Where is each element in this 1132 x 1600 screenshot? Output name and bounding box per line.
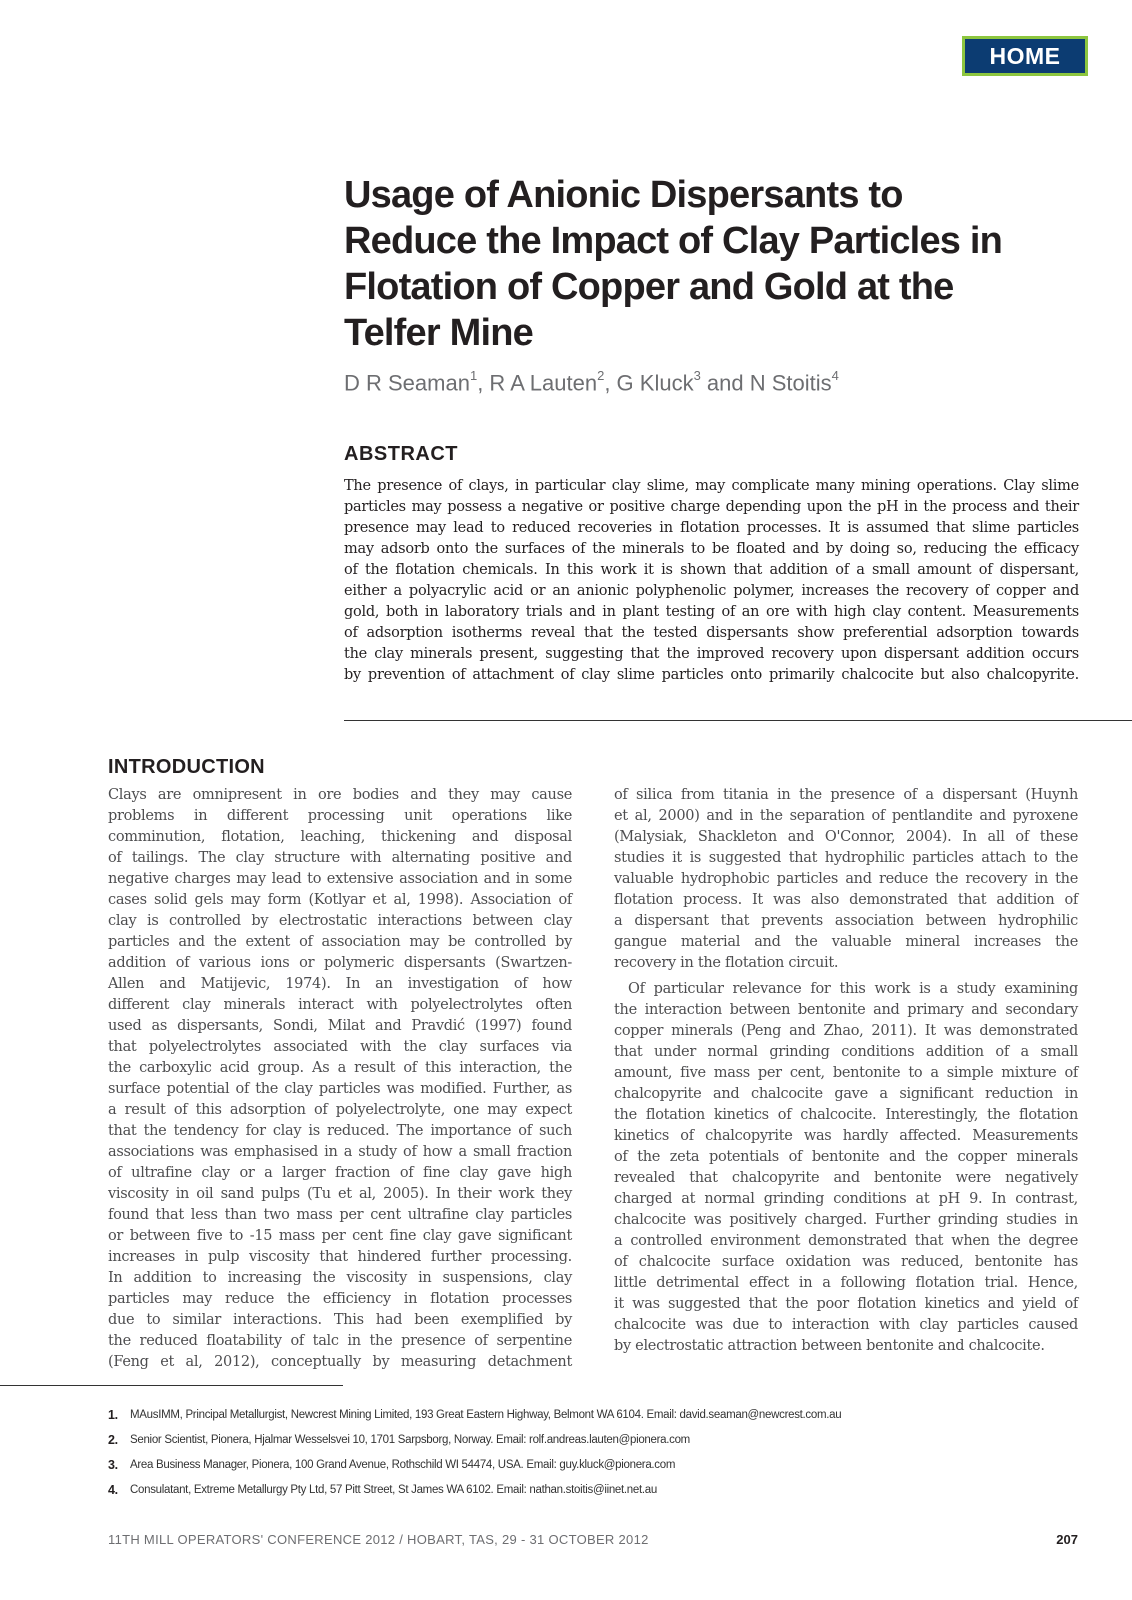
footnote-number: 4. xyxy=(108,1482,118,1497)
text-line: amount, five mass per cent, bentonite to a simple mixture of xyxy=(614,1065,1078,1081)
text-line: cases solid gels may form (Kotlyar et al, 1998). Association of xyxy=(108,892,572,908)
text-line: copper minerals (Peng and Zhao, 2011). It was demonstrated xyxy=(614,1023,1078,1039)
text-line: associations was emphasised in a study of how a small fraction xyxy=(108,1144,572,1160)
footnote-divider xyxy=(0,1385,343,1386)
text-line: a dispersant that prevents association between hydrophilic xyxy=(614,913,1078,929)
text-line: revealed that chalcopyrite and bentonite were negatively xyxy=(614,1170,1078,1186)
author-name: R A Lauten xyxy=(489,370,598,396)
author-separator: and xyxy=(700,370,750,396)
text-line: chalcopyrite and chalcocite gave a significant reduction in xyxy=(614,1086,1078,1102)
title-line: Telfer Mine xyxy=(344,312,533,354)
text-line: different clay minerals interact with polyelectrolytes often xyxy=(108,997,572,1013)
page-number: 207 xyxy=(1056,1532,1078,1547)
text-line: of the zeta potentials of bentonite and the copper minerals xyxy=(614,1149,1078,1165)
text-line: the carboxylic acid group. As a result of this interaction, the xyxy=(108,1060,572,1076)
footnote-number: 1. xyxy=(108,1407,118,1422)
text-line: (Feng et al, 2012), conceptually by measuring detachment xyxy=(108,1354,572,1370)
text-line: flotation process. It was also demonstrated that addition of xyxy=(614,892,1078,908)
conference-footer: 11TH MILL OPERATORS' CONFERENCE 2012 / HOBART, TAS, 29 - 31 OCTOBER 2012 xyxy=(108,1532,649,1547)
section-divider xyxy=(344,720,1132,721)
abstract-body xyxy=(344,476,1079,686)
abstract-line: may adsorb onto the surfaces of the minerals to be floated and by doing so, reducing the efficacy xyxy=(344,541,1079,557)
text-line: of ultrafine clay or a larger fraction of fine clay gave high xyxy=(108,1165,572,1181)
title-line: Flotation of Copper and Gold at the xyxy=(344,266,954,308)
footnote-text: Area Business Manager, Pionera, 100 Grand Avenue, Rothschild WI 54474, USA. Email: guy.kluck@pionera.com xyxy=(130,1458,676,1471)
footnote-text: MAusIMM, Principal Metallurgist, Newcrest Mining Limited, 193 Great Eastern Highway, Belmont WA 6104. Email: david.seaman@newcrest.com.au xyxy=(130,1408,842,1421)
text-line: surface potential of the clay particles was modified. Further, as xyxy=(108,1081,572,1097)
introduction-paragraph xyxy=(614,979,1078,1357)
text-line: due to similar interactions. This had been exemplified by xyxy=(108,1312,572,1328)
footnote-text: Senior Scientist, Pionera, Hjalmar Wesselsvei 10, 1701 Sarpsborg, Norway. Email: rolf.andreas.lauten@pionera.com xyxy=(130,1433,690,1446)
text-line: gangue material and the valuable mineral increases the xyxy=(614,934,1078,950)
abstract-heading: ABSTRACT xyxy=(344,443,458,465)
footnote xyxy=(108,1452,1008,1477)
author-affiliation-mark: 4 xyxy=(831,368,839,383)
author-name: D R Seaman xyxy=(344,370,470,396)
footnote-number: 3. xyxy=(108,1457,118,1472)
text-line: the reduced floatability of talc in the presence of serpentine xyxy=(108,1333,572,1349)
text-line: of tailings. The clay structure with alternating positive and xyxy=(108,850,572,866)
abstract-line: either a polyacrylic acid or an anionic polyphenolic polymer, increases the recovery of copper and xyxy=(344,583,1079,599)
text-line: the flotation kinetics of chalcocite. Interestingly, the flotation xyxy=(614,1107,1078,1123)
text-line: a result of this adsorption of polyelectrolyte, one may expect xyxy=(108,1102,572,1118)
abstract-line: gold, both in laboratory trials and in plant testing of an ore with high clay content. Measurements xyxy=(344,604,1079,620)
text-line: (Malysiak, Shackleton and O'Connor, 2004). In all of these xyxy=(614,829,1078,845)
text-line: Allen and Matijevic, 1974). In an investigation of how xyxy=(108,976,572,992)
abstract-line: the clay minerals present, suggesting that the improved recovery upon dispersant addition occurs xyxy=(344,646,1079,662)
introduction-paragraph xyxy=(614,785,1078,974)
text-line: addition of various ions or polymeric dispersants (Swartzen- xyxy=(108,955,572,971)
text-line: particles and the extent of association may be controlled by xyxy=(108,934,572,950)
text-line: of chalcocite surface oxidation was reduced, bentonite has xyxy=(614,1254,1078,1270)
abstract-line: by prevention of attachment of clay slime particles onto primarily chalcocite but also chalcopyrite. xyxy=(344,667,1079,683)
footnote-number: 2. xyxy=(108,1432,118,1447)
text-line: that under normal grinding conditions addition of a small xyxy=(614,1044,1078,1060)
introduction-heading: INTRODUCTION xyxy=(108,756,265,778)
author-affiliation-mark: 3 xyxy=(693,368,701,383)
text-line: Clays are omnipresent in ore bodies and they may cause xyxy=(108,787,572,803)
abstract-line: The presence of clays, in particular clay slime, may complicate many mining operations. Clay slime xyxy=(344,478,1079,494)
abstract-line: of the flotation chemicals. In this work it is shown that addition of a small amount of dispersant, xyxy=(344,562,1079,578)
text-line: recovery in the flotation circuit. xyxy=(614,955,839,971)
text-line: particles may reduce the efficiency in flotation processes xyxy=(108,1291,572,1307)
paper-title xyxy=(344,172,1064,356)
footnote xyxy=(108,1402,1008,1427)
introduction-left-column xyxy=(108,785,572,1373)
text-line: negative charges may lead to extensive association and in some xyxy=(108,871,572,887)
footnote xyxy=(108,1477,1008,1502)
text-line: chalcocite was positively charged. Further grinding studies in xyxy=(614,1212,1078,1228)
text-line: In addition to increasing the viscosity in suspensions, clay xyxy=(108,1270,572,1286)
text-line: used as dispersants, Sondi, Milat and Pravdić (1997) found xyxy=(108,1018,572,1034)
text-line: that the tendency for clay is reduced. The importance of such xyxy=(108,1123,572,1139)
author-name: G Kluck xyxy=(616,370,694,396)
author-affiliation-mark: 1 xyxy=(469,368,478,383)
text-line: increases in pulp viscosity that hindered further processing. xyxy=(108,1249,572,1265)
home-button[interactable]: HOME xyxy=(962,36,1088,76)
author-name: N Stoitis xyxy=(749,370,832,396)
text-line: the interaction between bentonite and primary and secondary xyxy=(614,1002,1078,1018)
author-affiliation-mark: 2 xyxy=(597,368,605,383)
text-line: little detrimental effect in a following flotation trial. Hence, xyxy=(614,1275,1078,1291)
text-line: et al, 2000) and in the separation of pentlandite and pyroxene xyxy=(614,808,1078,824)
text-line: kinetics of chalcopyrite was hardly affected. Measurements xyxy=(614,1128,1078,1144)
text-line: clay is controlled by electrostatic interactions between clay xyxy=(108,913,572,929)
footnotes xyxy=(108,1402,1008,1502)
abstract-line: particles may possess a negative or positive charge depending upon the pH in the process and their xyxy=(344,499,1079,515)
title-line: Usage of Anionic Dispersants to xyxy=(344,174,903,216)
text-line: studies it is suggested that hydrophilic particles attach to the xyxy=(614,850,1078,866)
text-line: problems in different processing unit operations like xyxy=(108,808,572,824)
abstract-line: of adsorption isotherms reveal that the tested dispersants show preferential adsorption towards xyxy=(344,625,1079,641)
text-line: charged at normal grinding conditions at pH 9. In contrast, xyxy=(614,1191,1078,1207)
text-line: Of particular relevance for this work is a study examining xyxy=(628,981,1078,997)
introduction-right-column xyxy=(614,785,1078,1357)
footnote xyxy=(108,1427,1008,1452)
text-line: it was suggested that the poor flotation kinetics and yield of xyxy=(614,1296,1078,1312)
text-line: chalcocite was due to interaction with clay particles caused xyxy=(614,1317,1078,1333)
author-separator: , xyxy=(604,370,617,396)
text-line: of silica from titania in the presence of a dispersant (Huynh xyxy=(614,787,1078,803)
footnote-text: Consulatant, Extreme Metallurgy Pty Ltd, 57 Pitt Street, St James WA 6102. Email: nathan.stoitis@iinet.net.au xyxy=(130,1483,657,1496)
text-line: valuable hydrophobic particles and reduce the recovery in the xyxy=(614,871,1078,887)
title-line: Reduce the Impact of Clay Particles in xyxy=(344,220,1003,262)
author-separator: , xyxy=(477,370,490,396)
text-line: a controlled environment demonstrated that when the degree xyxy=(614,1233,1078,1249)
text-line: or between five to -15 mass per cent fine clay gave significant xyxy=(108,1228,572,1244)
text-line: found that less than two mass per cent ultrafine clay particles xyxy=(108,1207,572,1223)
author-list xyxy=(344,370,839,396)
abstract-line: presence may lead to reduced recoveries in flotation processes. It is assumed that slime particles xyxy=(344,520,1079,536)
text-line: that polyelectrolytes associated with the clay surfaces via xyxy=(108,1039,572,1055)
text-line: viscosity in oil sand pulps (Tu et al, 2005). In their work they xyxy=(108,1186,572,1202)
text-line: by electrostatic attraction between bentonite and chalcocite. xyxy=(614,1338,1045,1354)
text-line: comminution, flotation, leaching, thickening and disposal xyxy=(108,829,572,845)
